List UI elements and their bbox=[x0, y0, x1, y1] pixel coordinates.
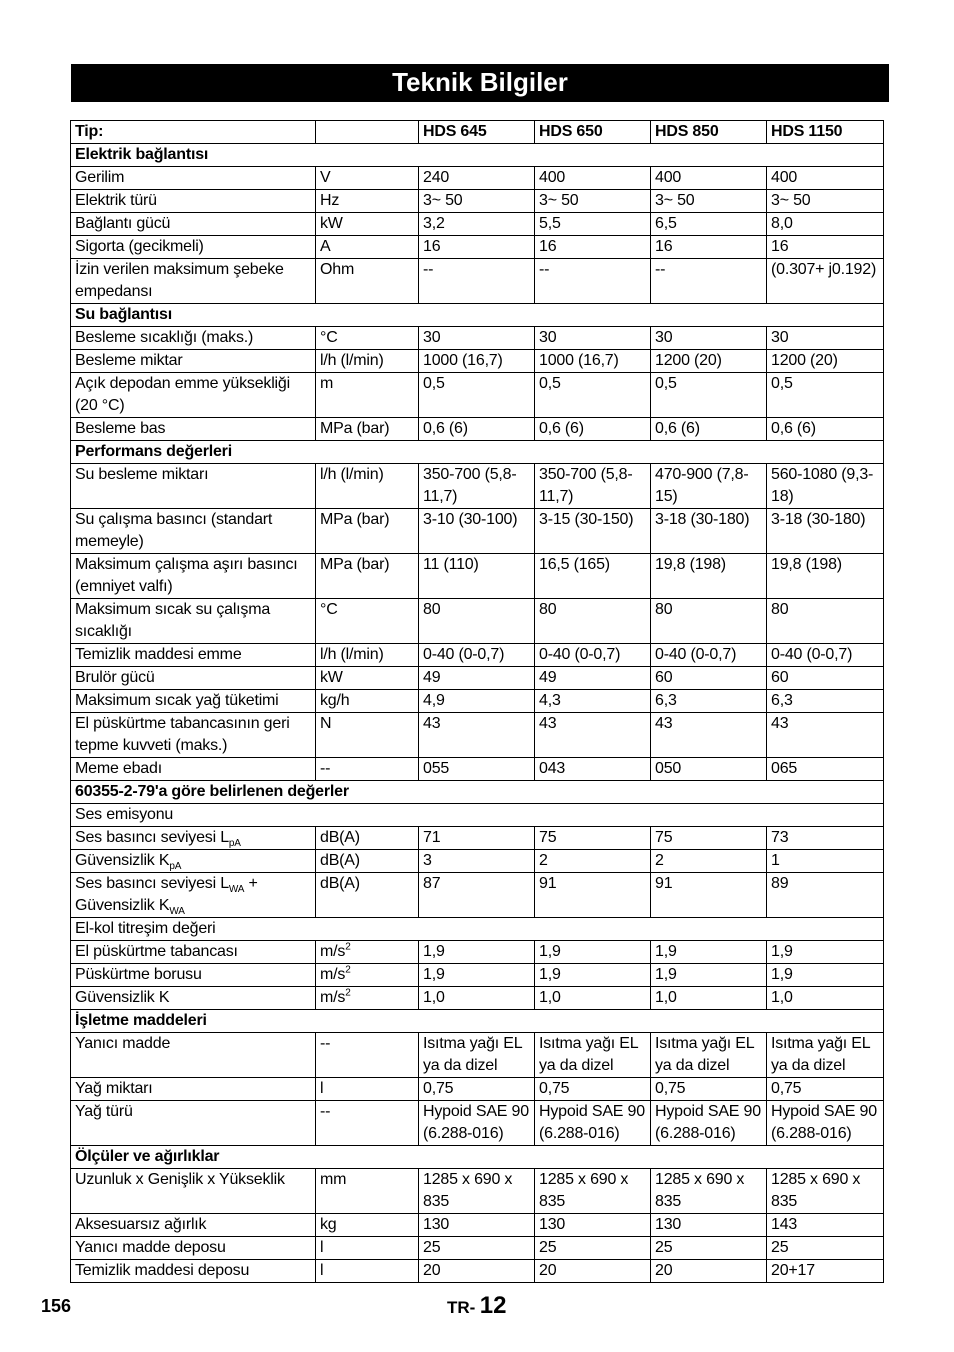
row-unit: l bbox=[316, 1237, 419, 1260]
row-value: 1285 x 690 x 835 bbox=[535, 1169, 651, 1214]
row-value: 0,6 (6) bbox=[419, 418, 535, 441]
row-label: Açık depodan emme yüksekliği (20 °C) bbox=[71, 373, 316, 418]
row-value: 2 bbox=[651, 850, 767, 873]
row-value: 1,0 bbox=[535, 987, 651, 1010]
row-value: 3,2 bbox=[419, 213, 535, 236]
row-label: Maksimum sıcak yağ tüketimi bbox=[71, 690, 316, 713]
row-value: 1,9 bbox=[767, 964, 884, 987]
row-value: 25 bbox=[535, 1237, 651, 1260]
table-row bbox=[71, 464, 884, 509]
row-value: 3 bbox=[419, 850, 535, 873]
row-unit: kW bbox=[316, 213, 419, 236]
label-text: Güvensizlik K bbox=[75, 852, 170, 869]
row-value: 80 bbox=[535, 599, 651, 644]
row-label: Meme ebadı bbox=[71, 758, 316, 781]
row-label: Temizlik maddesi deposu bbox=[71, 1260, 316, 1283]
table-row bbox=[71, 599, 884, 644]
row-value: 0,75 bbox=[419, 1078, 535, 1101]
row-value: Hypoid SAE 90 (6.288-016) bbox=[767, 1101, 884, 1146]
spec-table bbox=[70, 120, 884, 1283]
row-value: 055 bbox=[419, 758, 535, 781]
section-row bbox=[71, 781, 884, 804]
row-value: 80 bbox=[767, 599, 884, 644]
row-value: 30 bbox=[535, 327, 651, 350]
row-value: 20 bbox=[535, 1260, 651, 1283]
table-row bbox=[71, 713, 884, 758]
unit-superscript: 2 bbox=[345, 941, 351, 953]
page-code-number: 12 bbox=[479, 1292, 507, 1319]
row-label: Su besleme miktarı bbox=[71, 464, 316, 509]
label-subscript: pA bbox=[169, 861, 182, 873]
table-row bbox=[71, 190, 884, 213]
table-header-row bbox=[71, 121, 884, 144]
section-title: Ölçüler ve ağırlıklar bbox=[71, 1146, 884, 1169]
row-unit: -- bbox=[316, 1101, 419, 1146]
table-row bbox=[71, 667, 884, 690]
table-row bbox=[71, 850, 884, 873]
row-value: 130 bbox=[651, 1214, 767, 1237]
row-label: Brulör gücü bbox=[71, 667, 316, 690]
section-title: 60355-2-79'a göre belirlenen değerler bbox=[71, 781, 884, 804]
row-unit: MPa (bar) bbox=[316, 554, 419, 599]
row-value: 1285 x 690 x 835 bbox=[767, 1169, 884, 1214]
row-label: Su çalışma basıncı (standart memeyle) bbox=[71, 509, 316, 554]
row-value: 3-10 (30-100) bbox=[419, 509, 535, 554]
section-title: İşletme maddeleri bbox=[71, 1010, 884, 1033]
section-title: Su bağlantısı bbox=[71, 304, 884, 327]
table-row bbox=[71, 1214, 884, 1237]
row-unit: dB(A) bbox=[316, 873, 419, 918]
row-value: 130 bbox=[419, 1214, 535, 1237]
subsection-title: Ses emisyonu bbox=[71, 804, 884, 827]
row-value: 0,5 bbox=[535, 373, 651, 418]
table-row bbox=[71, 987, 884, 1010]
row-value: 25 bbox=[419, 1237, 535, 1260]
row-value: 73 bbox=[767, 827, 884, 850]
row-value: 065 bbox=[767, 758, 884, 781]
unit-text: m/s bbox=[320, 943, 346, 960]
row-value: 1,0 bbox=[419, 987, 535, 1010]
header-cell bbox=[316, 121, 419, 144]
row-label: Yanıcı madde bbox=[71, 1033, 316, 1078]
row-value: 1,9 bbox=[651, 941, 767, 964]
row-label: Sigorta (gecikmeli) bbox=[71, 236, 316, 259]
page-code-prefix: TR- bbox=[447, 1298, 476, 1317]
section-title: Performans değerleri bbox=[71, 441, 884, 464]
row-label: Besleme sıcaklığı (maks.) bbox=[71, 327, 316, 350]
row-value: 49 bbox=[535, 667, 651, 690]
row-value: 6,3 bbox=[767, 690, 884, 713]
row-value: 16 bbox=[651, 236, 767, 259]
section-row bbox=[71, 1010, 884, 1033]
row-value: 1,9 bbox=[535, 964, 651, 987]
row-label: Temizlik maddesi emme bbox=[71, 644, 316, 667]
row-value: 143 bbox=[767, 1214, 884, 1237]
table-row bbox=[71, 259, 884, 304]
row-value: 11 (110) bbox=[419, 554, 535, 599]
row-value: 16 bbox=[535, 236, 651, 259]
unit-superscript: 2 bbox=[345, 964, 351, 976]
row-value: 3~ 50 bbox=[767, 190, 884, 213]
row-label: El püskürtme tabancası bbox=[71, 941, 316, 964]
row-label: Bağlantı gücü bbox=[71, 213, 316, 236]
unit-text: m/s bbox=[320, 966, 346, 983]
row-value: 3~ 50 bbox=[535, 190, 651, 213]
row-label: Aksesuarsız ağırlık bbox=[71, 1214, 316, 1237]
row-unit: A bbox=[316, 236, 419, 259]
row-unit: m bbox=[316, 373, 419, 418]
row-value: 130 bbox=[535, 1214, 651, 1237]
row-value: 75 bbox=[535, 827, 651, 850]
row-value: Isıtma yağı EL ya da dizel bbox=[419, 1033, 535, 1078]
row-value: 1200 (20) bbox=[651, 350, 767, 373]
table-row bbox=[71, 373, 884, 418]
row-value: 80 bbox=[419, 599, 535, 644]
label-text: Ses basıncı seviyesi L bbox=[75, 875, 229, 892]
row-label: Güvensizlik K bbox=[71, 987, 316, 1010]
row-value: 49 bbox=[419, 667, 535, 690]
table-row bbox=[71, 327, 884, 350]
table-row bbox=[71, 690, 884, 713]
row-value: 0,75 bbox=[651, 1078, 767, 1101]
row-unit: l bbox=[316, 1260, 419, 1283]
row-value: 1,0 bbox=[767, 987, 884, 1010]
row-label: Elektrik türü bbox=[71, 190, 316, 213]
row-value: 350-700 (5,8-11,7) bbox=[535, 464, 651, 509]
row-value: 43 bbox=[419, 713, 535, 758]
row-value: 16 bbox=[419, 236, 535, 259]
row-label: Yağ türü bbox=[71, 1101, 316, 1146]
row-value: 1,9 bbox=[535, 941, 651, 964]
table-row bbox=[71, 1260, 884, 1283]
header-cell: HDS 650 bbox=[535, 121, 651, 144]
header-cell: Tip: bbox=[71, 121, 316, 144]
row-value: -- bbox=[419, 259, 535, 304]
row-value: 4,3 bbox=[535, 690, 651, 713]
row-value: 60 bbox=[767, 667, 884, 690]
row-value: 3-15 (30-150) bbox=[535, 509, 651, 554]
row-value: 1 bbox=[767, 850, 884, 873]
row-value: 400 bbox=[767, 167, 884, 190]
row-unit bbox=[316, 941, 419, 964]
row-unit: °C bbox=[316, 599, 419, 644]
row-value: 20+17 bbox=[767, 1260, 884, 1283]
row-unit: kg/h bbox=[316, 690, 419, 713]
row-value: 91 bbox=[535, 873, 651, 918]
table-row bbox=[71, 758, 884, 781]
row-unit bbox=[316, 964, 419, 987]
row-unit: dB(A) bbox=[316, 827, 419, 850]
table-row bbox=[71, 509, 884, 554]
row-value: Hypoid SAE 90 (6.288-016) bbox=[535, 1101, 651, 1146]
subsection-row bbox=[71, 804, 884, 827]
row-value: Hypoid SAE 90 (6.288-016) bbox=[419, 1101, 535, 1146]
row-label: Uzunluk x Genişlik x Yükseklik bbox=[71, 1169, 316, 1214]
row-value: 3-18 (30-180) bbox=[651, 509, 767, 554]
row-value: 89 bbox=[767, 873, 884, 918]
row-value: Isıtma yağı EL ya da dizel bbox=[651, 1033, 767, 1078]
row-value: 1200 (20) bbox=[767, 350, 884, 373]
spec-table-body bbox=[71, 121, 884, 1283]
row-label bbox=[71, 850, 316, 873]
unit-superscript: 2 bbox=[345, 987, 351, 999]
section-row bbox=[71, 441, 884, 464]
row-label: Maksimum sıcak su çalışma sıcaklığı bbox=[71, 599, 316, 644]
table-row bbox=[71, 1033, 884, 1078]
page-number: 156 bbox=[41, 1296, 72, 1316]
row-value: 043 bbox=[535, 758, 651, 781]
row-unit: MPa (bar) bbox=[316, 509, 419, 554]
row-value: 16 bbox=[767, 236, 884, 259]
row-label: Maksimum çalışma aşırı basıncı (emniyet valfı) bbox=[71, 554, 316, 599]
page-code bbox=[447, 1292, 506, 1320]
subsection-title: El-kol titreşim değeri bbox=[71, 918, 884, 941]
row-value: 560-1080 (9,3-18) bbox=[767, 464, 884, 509]
row-unit: l/h (l/min) bbox=[316, 350, 419, 373]
row-value: 20 bbox=[419, 1260, 535, 1283]
row-value: 43 bbox=[767, 713, 884, 758]
row-value: 240 bbox=[419, 167, 535, 190]
table-row bbox=[71, 213, 884, 236]
table-row bbox=[71, 1237, 884, 1260]
row-value: 0,6 (6) bbox=[535, 418, 651, 441]
row-label: İzin verilen maksimum şebeke empedansı bbox=[71, 259, 316, 304]
row-value: 350-700 (5,8-11,7) bbox=[419, 464, 535, 509]
table-row bbox=[71, 964, 884, 987]
header-cell: HDS 850 bbox=[651, 121, 767, 144]
row-value: -- bbox=[535, 259, 651, 304]
row-label: Gerilim bbox=[71, 167, 316, 190]
row-value: 3-18 (30-180) bbox=[767, 509, 884, 554]
row-value: 3~ 50 bbox=[419, 190, 535, 213]
row-unit: mm bbox=[316, 1169, 419, 1214]
table-row bbox=[71, 554, 884, 599]
row-unit: -- bbox=[316, 1033, 419, 1078]
row-value: 1,9 bbox=[419, 941, 535, 964]
row-unit: -- bbox=[316, 758, 419, 781]
row-value: 19,8 (198) bbox=[651, 554, 767, 599]
row-unit: kg bbox=[316, 1214, 419, 1237]
section-row bbox=[71, 304, 884, 327]
row-value: 0-40 (0-0,7) bbox=[535, 644, 651, 667]
table-row bbox=[71, 350, 884, 373]
row-value: 0,75 bbox=[767, 1078, 884, 1101]
row-value: 0,5 bbox=[651, 373, 767, 418]
row-value: Isıtma yağı EL ya da dizel bbox=[767, 1033, 884, 1078]
label-subscript: WA bbox=[228, 884, 245, 896]
label-subscript: pA bbox=[228, 838, 241, 850]
row-label: El püskürtme tabancasının geri tepme kuvveti (maks.) bbox=[71, 713, 316, 758]
row-value: 91 bbox=[651, 873, 767, 918]
row-value: 30 bbox=[419, 327, 535, 350]
row-value: 43 bbox=[535, 713, 651, 758]
table-row bbox=[71, 1078, 884, 1101]
row-value: 87 bbox=[419, 873, 535, 918]
row-value: 25 bbox=[767, 1237, 884, 1260]
row-value: 400 bbox=[535, 167, 651, 190]
row-unit bbox=[316, 987, 419, 1010]
page-title: Teknik Bilgiler bbox=[71, 64, 889, 102]
table-row bbox=[71, 236, 884, 259]
row-value: 1285 x 690 x 835 bbox=[419, 1169, 535, 1214]
row-label: Besleme miktar bbox=[71, 350, 316, 373]
row-value: 4,9 bbox=[419, 690, 535, 713]
row-value: 1000 (16,7) bbox=[419, 350, 535, 373]
row-value: 1,9 bbox=[767, 941, 884, 964]
table-row bbox=[71, 418, 884, 441]
row-value: 6,3 bbox=[651, 690, 767, 713]
row-unit: dB(A) bbox=[316, 850, 419, 873]
table-row bbox=[71, 167, 884, 190]
row-value: 2 bbox=[535, 850, 651, 873]
row-value: 1285 x 690 x 835 bbox=[651, 1169, 767, 1214]
row-unit: V bbox=[316, 167, 419, 190]
label-subscript: WA bbox=[169, 906, 185, 918]
table-row bbox=[71, 827, 884, 850]
row-value: 75 bbox=[651, 827, 767, 850]
row-unit: Ohm bbox=[316, 259, 419, 304]
label-text: Ses basıncı seviyesi L bbox=[75, 829, 229, 846]
row-unit: kW bbox=[316, 667, 419, 690]
row-value: 71 bbox=[419, 827, 535, 850]
row-value: -- bbox=[651, 259, 767, 304]
row-value: 16,5 (165) bbox=[535, 554, 651, 599]
row-value: 3~ 50 bbox=[651, 190, 767, 213]
header-cell: HDS 1150 bbox=[767, 121, 884, 144]
row-value: 20 bbox=[651, 1260, 767, 1283]
row-value: 60 bbox=[651, 667, 767, 690]
table-row bbox=[71, 873, 884, 918]
section-row bbox=[71, 144, 884, 167]
row-value: 0-40 (0-0,7) bbox=[767, 644, 884, 667]
row-value: 1000 (16,7) bbox=[535, 350, 651, 373]
row-value: 050 bbox=[651, 758, 767, 781]
row-value: 470-900 (7,8-15) bbox=[651, 464, 767, 509]
label-text-rest: + Güvensizlik K bbox=[75, 875, 258, 914]
row-value: 5,5 bbox=[535, 213, 651, 236]
row-label: Püskürtme borusu bbox=[71, 964, 316, 987]
row-value: 1,9 bbox=[651, 964, 767, 987]
row-value: 43 bbox=[651, 713, 767, 758]
row-value: 0-40 (0-0,7) bbox=[419, 644, 535, 667]
row-unit: l/h (l/min) bbox=[316, 464, 419, 509]
table-row bbox=[71, 644, 884, 667]
row-value: 30 bbox=[651, 327, 767, 350]
row-value: Isıtma yağı EL ya da dizel bbox=[535, 1033, 651, 1078]
row-value: Hypoid SAE 90 (6.288-016) bbox=[651, 1101, 767, 1146]
row-unit: l/h (l/min) bbox=[316, 644, 419, 667]
header-cell: HDS 645 bbox=[419, 121, 535, 144]
row-value: 25 bbox=[651, 1237, 767, 1260]
row-label: Yanıcı madde deposu bbox=[71, 1237, 316, 1260]
table-row bbox=[71, 941, 884, 964]
row-value: 0,6 (6) bbox=[651, 418, 767, 441]
row-value: 1,9 bbox=[419, 964, 535, 987]
row-unit: Hz bbox=[316, 190, 419, 213]
row-label: Yağ miktarı bbox=[71, 1078, 316, 1101]
row-value: 30 bbox=[767, 327, 884, 350]
subsection-row bbox=[71, 918, 884, 941]
section-title: Elektrik bağlantısı bbox=[71, 144, 884, 167]
unit-text: m/s bbox=[320, 989, 346, 1006]
row-value: (0.307+ j0.192) bbox=[767, 259, 884, 304]
table-row bbox=[71, 1169, 884, 1214]
row-label bbox=[71, 873, 316, 918]
row-value: 0,75 bbox=[535, 1078, 651, 1101]
row-unit: l bbox=[316, 1078, 419, 1101]
row-value: 8,0 bbox=[767, 213, 884, 236]
section-row bbox=[71, 1146, 884, 1169]
row-value: 0,6 (6) bbox=[767, 418, 884, 441]
row-value: 6,5 bbox=[651, 213, 767, 236]
row-value: 0-40 (0-0,7) bbox=[651, 644, 767, 667]
row-value: 0,5 bbox=[767, 373, 884, 418]
row-unit: MPa (bar) bbox=[316, 418, 419, 441]
table-row bbox=[71, 1101, 884, 1146]
row-label: Besleme bas bbox=[71, 418, 316, 441]
row-value: 80 bbox=[651, 599, 767, 644]
row-value: 400 bbox=[651, 167, 767, 190]
row-value: 1,0 bbox=[651, 987, 767, 1010]
row-unit: N bbox=[316, 713, 419, 758]
row-value: 19,8 (198) bbox=[767, 554, 884, 599]
row-label bbox=[71, 827, 316, 850]
row-unit: °C bbox=[316, 327, 419, 350]
row-value: 0,5 bbox=[419, 373, 535, 418]
